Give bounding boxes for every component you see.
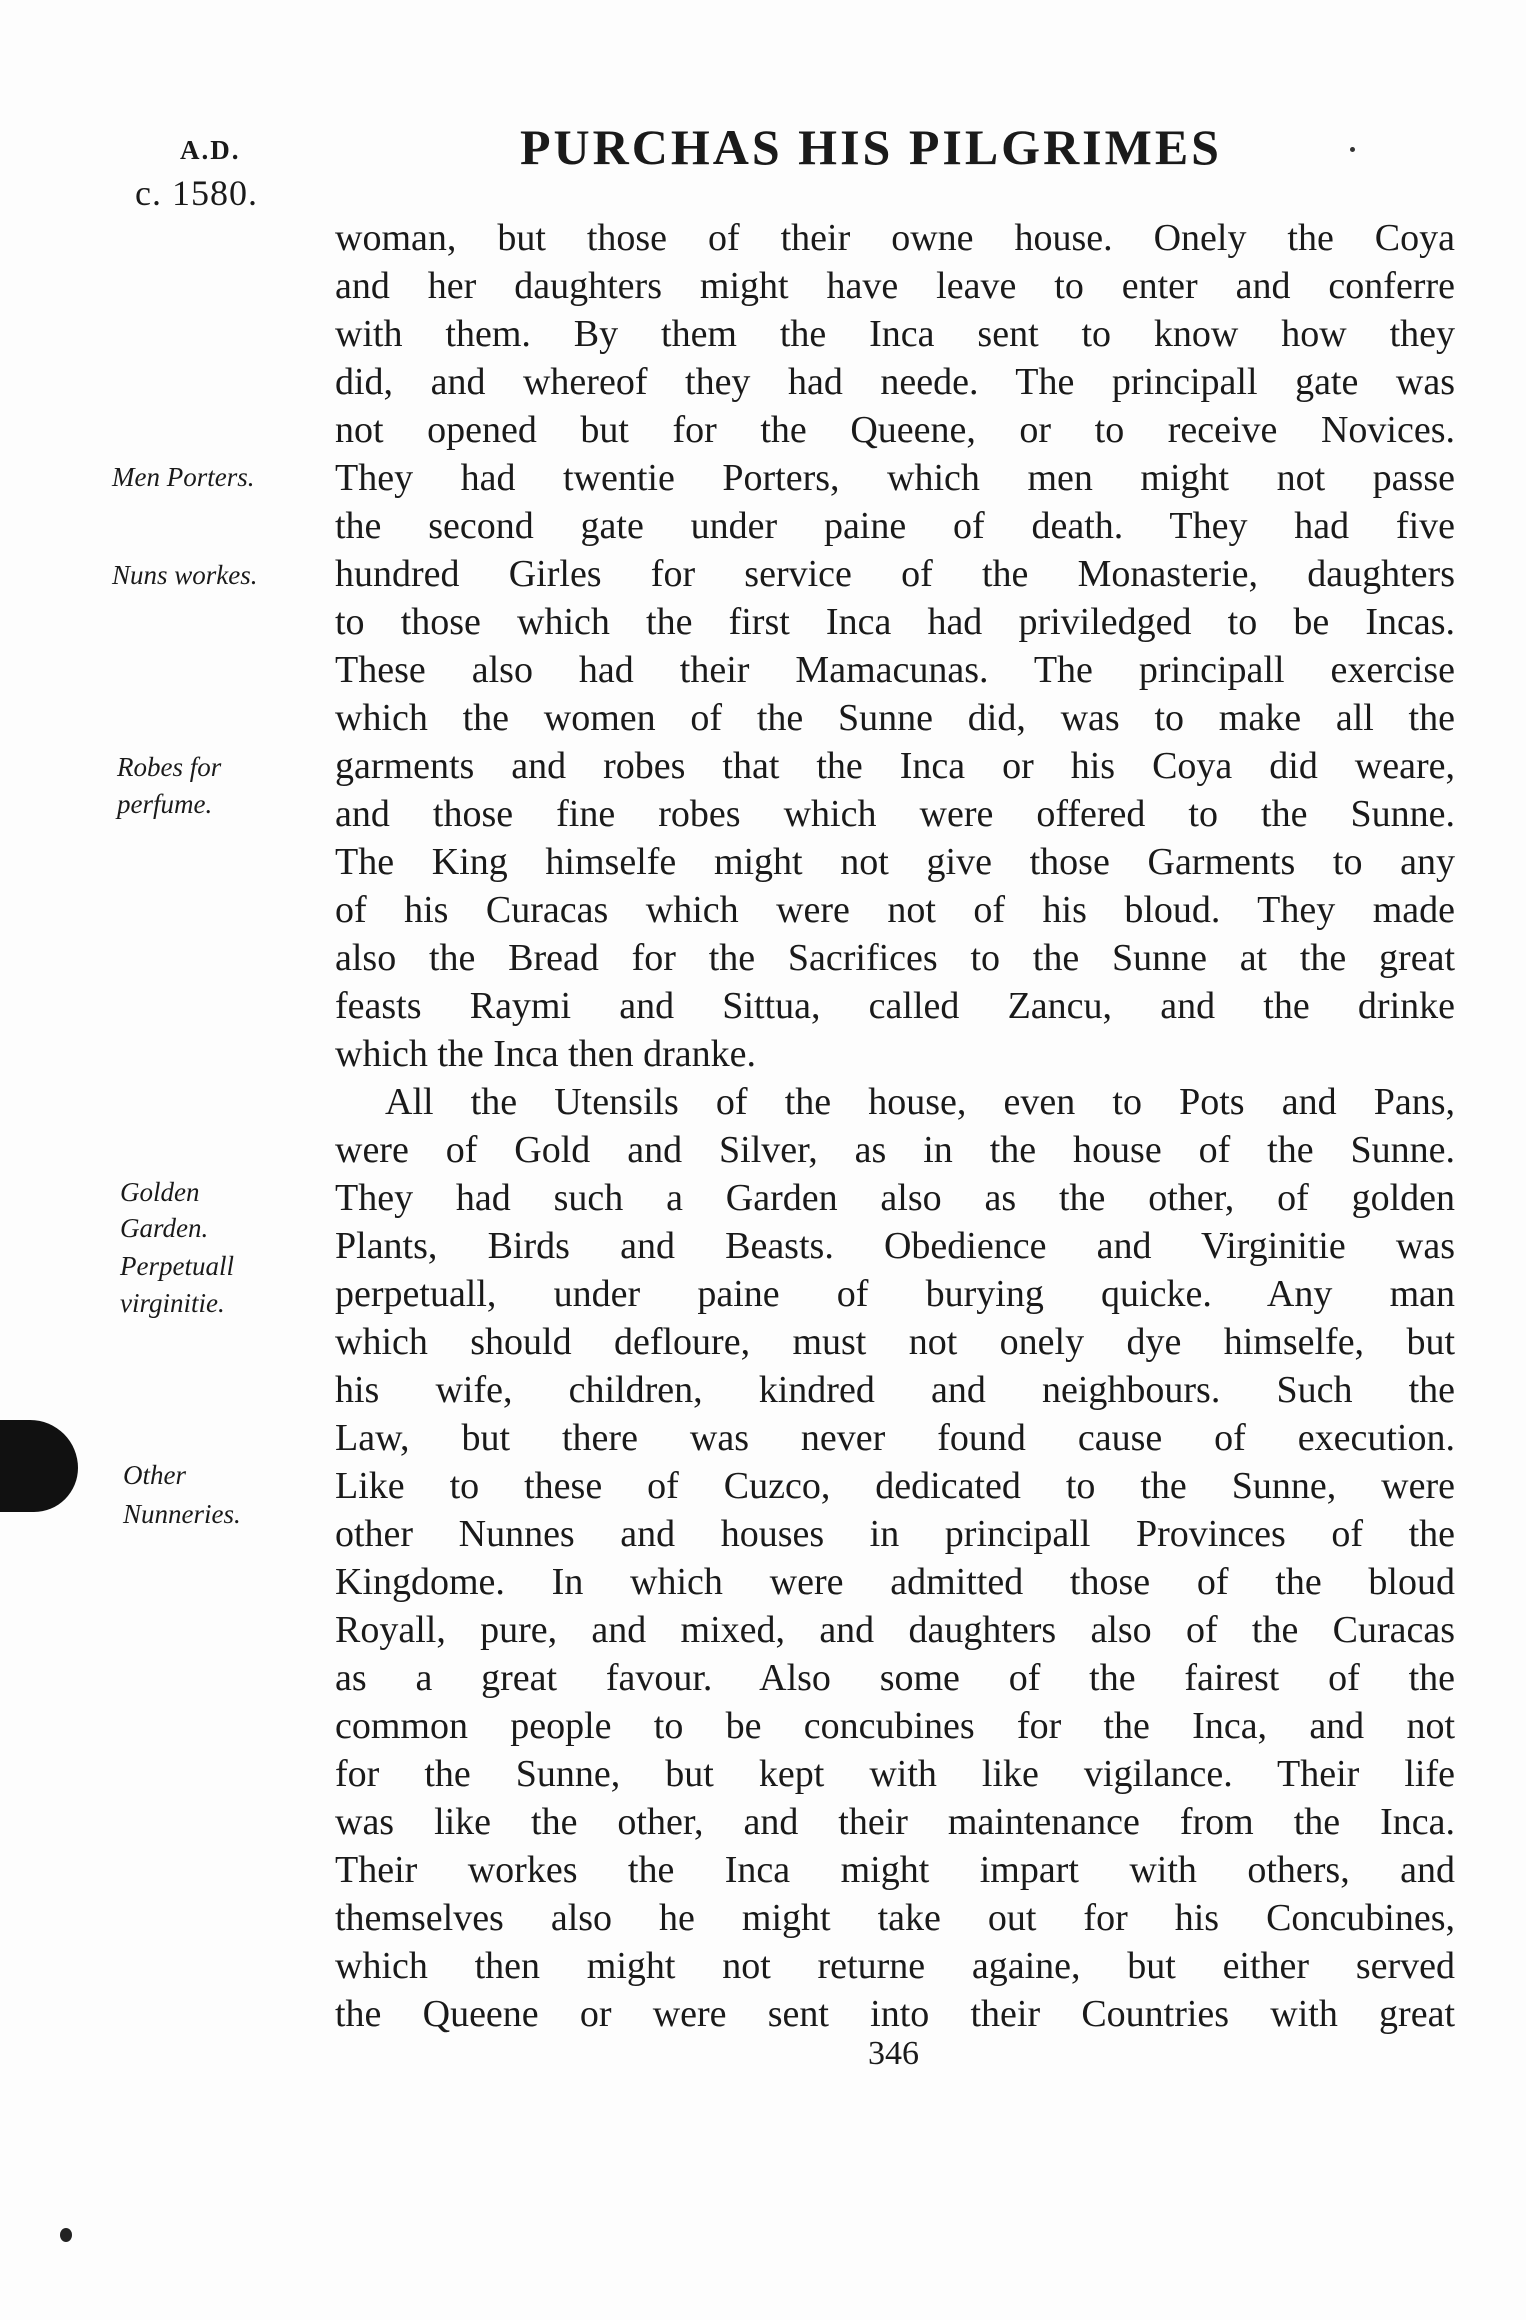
text-line: woman, but those of their owne house. Onely the Coya <box>335 217 1455 259</box>
text-line: which then might not returne againe, but either served <box>335 1945 1455 1987</box>
text-line: Plants, Birds and Beasts. Obedience and Virginitie was <box>335 1225 1455 1267</box>
text-line: the second gate under paine of death. They had five <box>335 505 1455 547</box>
text-line: perpetuall, under paine of burying quicke. Any man <box>335 1273 1455 1315</box>
marginal-note-nuns-workes: Nuns workes. <box>112 560 258 590</box>
text-line: as a great favour. Also some of the fairest of the <box>335 1657 1455 1699</box>
text-line: The King himselfe might not give those Garments to any <box>335 841 1455 883</box>
marginal-note-golden: Golden <box>120 1177 200 1207</box>
text-line: garments and robes that the Inca or his Coya did weare, <box>335 745 1455 787</box>
scanner-thumb-shadow <box>0 1420 78 1512</box>
text-line: Law, but there was never found cause of execution. <box>335 1417 1455 1459</box>
text-line: Like to these of Cuzco, dedicated to the Sunne, were <box>335 1465 1455 1507</box>
text-line: of his Curacas which were not of his bloud. They made <box>335 889 1455 931</box>
text-line: Royall, pure, and mixed, and daughters also of the Curacas <box>335 1609 1455 1651</box>
text-line: which should defloure, must not onely dye himselfe, but <box>335 1321 1455 1363</box>
margin-date-ad: A.D. <box>180 135 241 165</box>
ink-spot-mark <box>60 2228 72 2242</box>
text-line: Their workes the Inca might impart with others, and <box>335 1849 1455 1891</box>
text-line: All the Utensils of the house, even to Pots and Pans, <box>385 1081 1455 1123</box>
marginal-note-perfume: perfume. <box>117 789 213 819</box>
text-line: did, and whereof they had neede. The principall gate was <box>335 361 1455 403</box>
text-line: and those fine robes which were offered to the Sunne. <box>335 793 1455 835</box>
marginal-note-robes-for: Robes for <box>117 752 222 782</box>
text-line: the Queene or were sent into their Countries with great <box>335 1993 1455 2035</box>
text-line: other Nunnes and houses in principall Provinces of the <box>335 1513 1455 1555</box>
text-line: with them. By them the Inca sent to know how they <box>335 313 1455 355</box>
text-line: for the Sunne, but kept with like vigilance. Their life <box>335 1753 1455 1795</box>
marginal-note-other: Other <box>123 1460 186 1490</box>
text-line: hundred Girles for service of the Monasterie, daughters <box>335 553 1455 595</box>
text-line: not opened but for the Queene, or to receive Novices. <box>335 409 1455 451</box>
text-line: his wife, children, kindred and neighbours. Such the <box>335 1369 1455 1411</box>
page-number: 346 <box>868 2035 919 2072</box>
marginal-note-virginitie: virginitie. <box>120 1288 225 1318</box>
text-line: They had twentie Porters, which men might not passe <box>335 457 1455 499</box>
text-line: also the Bread for the Sacrifices to the Sunne at the great <box>335 937 1455 979</box>
text-line: Kingdome. In which were admitted those of the bloud <box>335 1561 1455 1603</box>
body-text <box>335 214 1455 2038</box>
marginal-note-nunneries: Nunneries. <box>123 1499 241 1529</box>
text-line: and her daughters might have leave to enter and conferre <box>335 265 1455 307</box>
running-title: PURCHAS HIS PILGRIMES <box>520 119 1222 175</box>
margin-date-year: c. 1580. <box>135 173 258 213</box>
text-line: They had such a Garden also as the other, of golden <box>335 1177 1455 1219</box>
text-line: themselves also he might take out for his Concubines, <box>335 1897 1455 1939</box>
marginal-note-perpetuall: Perpetuall <box>120 1251 234 1281</box>
marginal-note-men-porters: Men Porters. <box>112 462 255 492</box>
text-line: to those which the first Inca had priviledged to be Incas. <box>335 601 1455 643</box>
ink-dot-mark <box>1350 147 1355 152</box>
text-line: were of Gold and Silver, as in the house of the Sunne. <box>335 1129 1455 1171</box>
text-line: which the women of the Sunne did, was to make all the <box>335 697 1455 739</box>
text-line: common people to be concubines for the Inca, and not <box>335 1705 1455 1747</box>
text-line: feasts Raymi and Sittua, called Zancu, and the drinke <box>335 985 1455 1027</box>
text-line: These also had their Mamacunas. The principall exercise <box>335 649 1455 691</box>
text-line: which the Inca then dranke. <box>335 1033 756 1075</box>
text-line: was like the other, and their maintenance from the Inca. <box>335 1801 1455 1843</box>
marginal-note-garden: Garden. <box>120 1213 209 1243</box>
